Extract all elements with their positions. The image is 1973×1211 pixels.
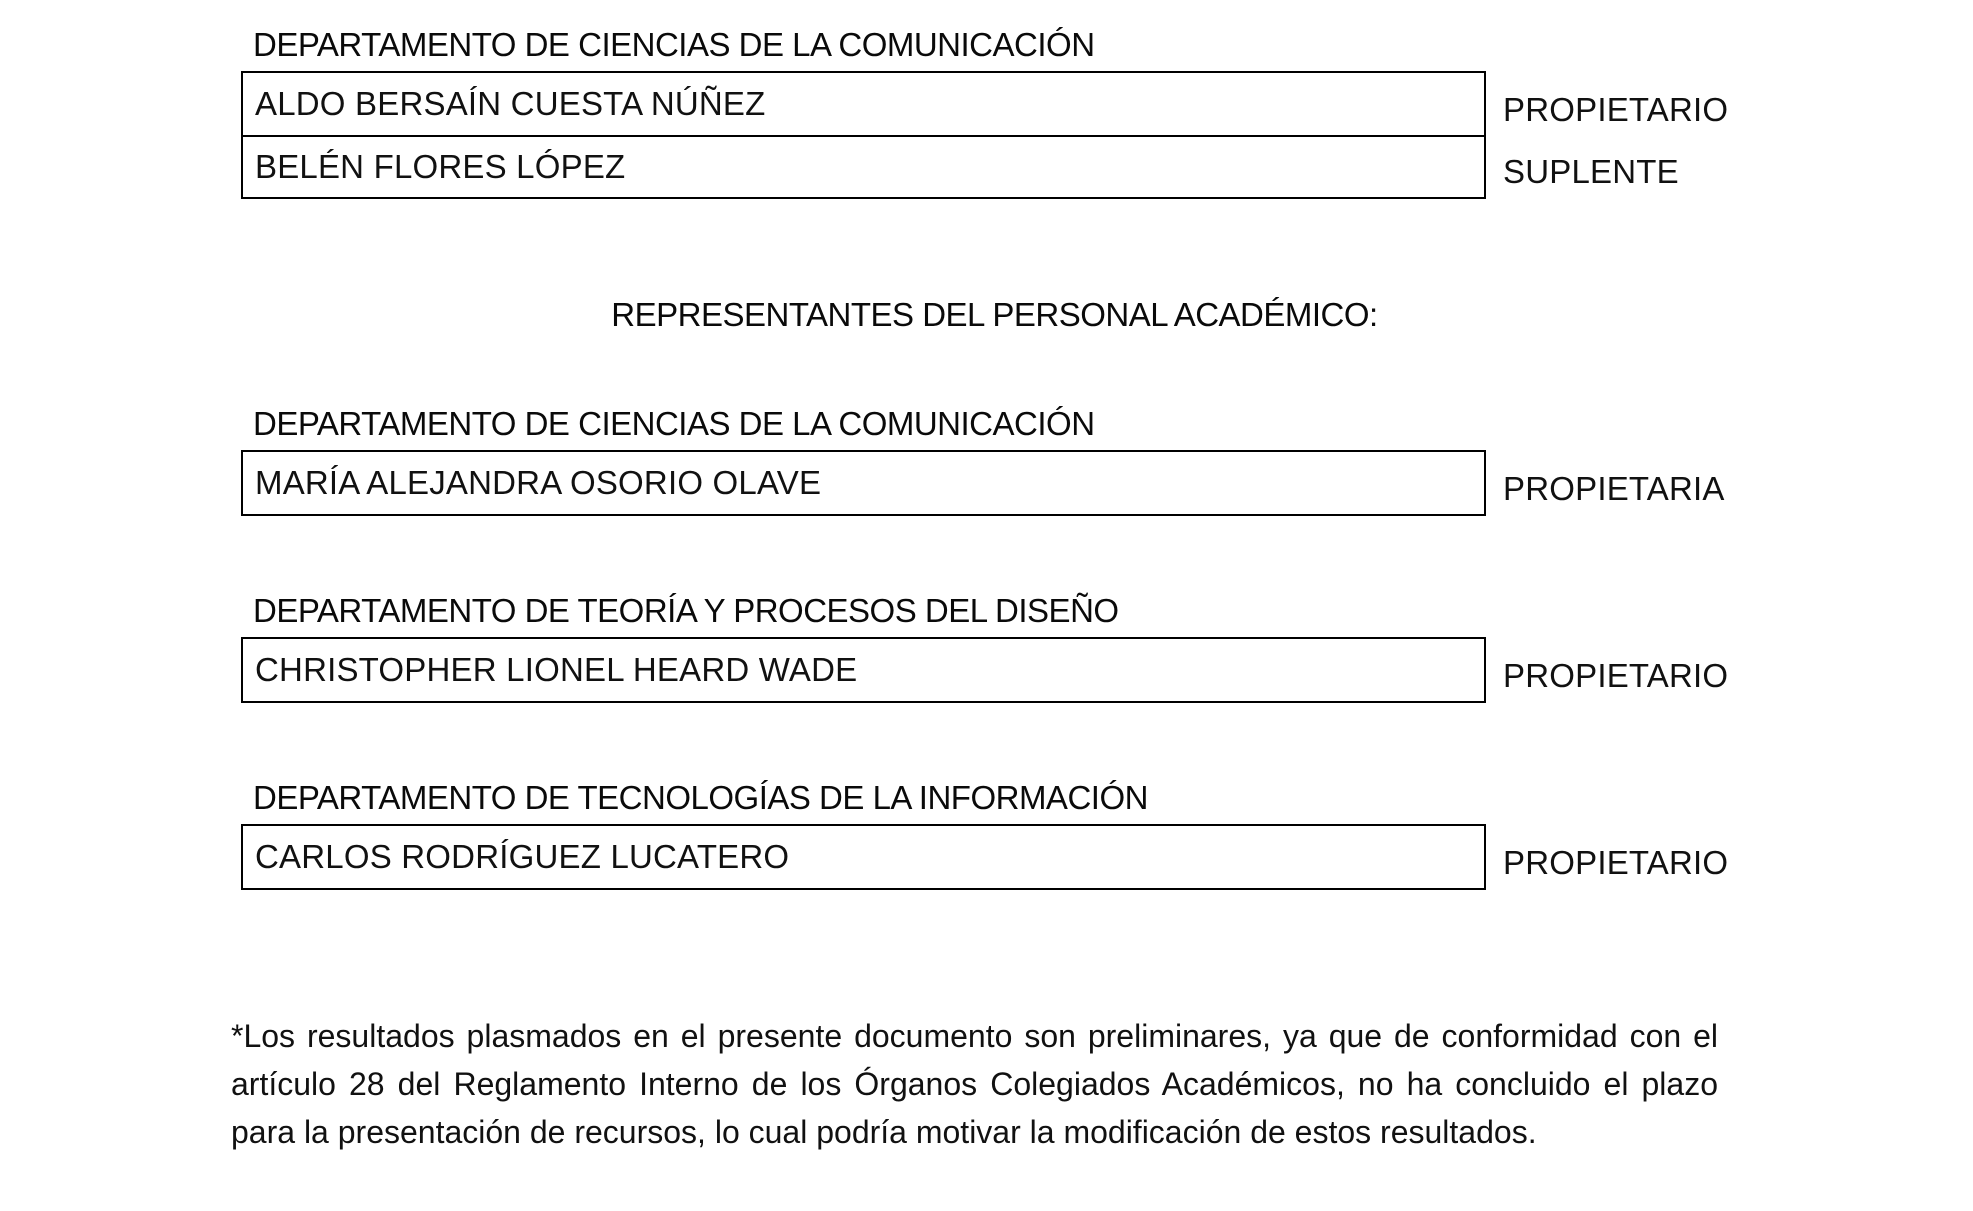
member-role: PROPIETARIO xyxy=(1503,657,1729,694)
member-name: CARLOS RODRÍGUEZ LUCATERO xyxy=(255,838,790,875)
member-name: MARÍA ALEJANDRA OSORIO OLAVE xyxy=(255,464,822,501)
members-table xyxy=(241,71,1486,199)
member-name: BELÉN FLORES LÓPEZ xyxy=(243,135,1484,197)
members-table xyxy=(241,450,1486,516)
department-title: DEPARTAMENTO DE CIENCIAS DE LA COMUNICACIÓN xyxy=(253,405,1095,442)
member-name: CHRISTOPHER LIONEL HEARD WADE xyxy=(255,651,858,688)
department-title: DEPARTAMENTO DE TEORÍA Y PROCESOS DEL DISEÑO xyxy=(253,592,1119,629)
department-title: DEPARTAMENTO DE TECNOLOGÍAS DE LA INFORMACIÓN xyxy=(253,779,1148,816)
member-role: SUPLENTE xyxy=(1503,153,1679,190)
members-table xyxy=(241,637,1486,703)
footnote: *Los resultados plasmados en el presente documento son preliminares, ya que de conformidad con el artículo 28 del Reglamento Interno de los Órganos Colegiados Académicos, no ha concluido el plazo para la presentación de recursos, lo cual podría motivar la modificación de estos resultados. xyxy=(231,1018,1718,1150)
member-role: PROPIETARIO xyxy=(1503,91,1729,128)
section-heading: REPRESENTANTES DEL PERSONAL ACADÉMICO: xyxy=(611,296,1378,333)
members-table xyxy=(241,824,1486,890)
member-name: ALDO BERSAÍN CUESTA NÚÑEZ xyxy=(255,85,766,122)
department-title: DEPARTAMENTO DE CIENCIAS DE LA COMUNICACIÓN xyxy=(253,26,1095,63)
member-role: PROPIETARIO xyxy=(1503,844,1729,881)
member-role: PROPIETARIA xyxy=(1503,470,1725,507)
